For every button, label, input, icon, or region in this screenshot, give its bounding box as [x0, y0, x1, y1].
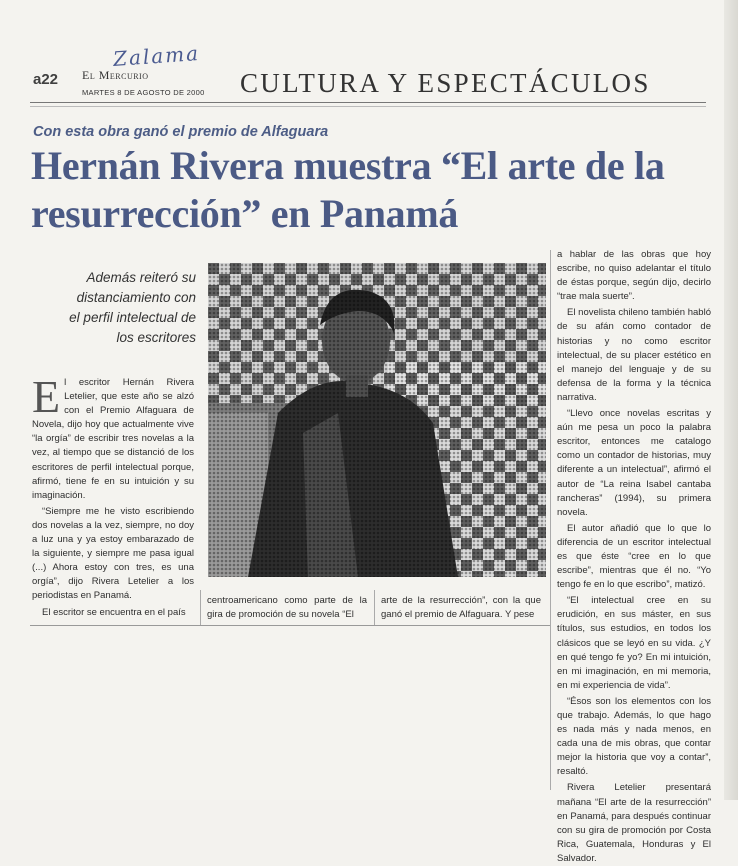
newspaper-name: El Mercurio	[82, 68, 149, 82]
header-rule	[30, 102, 706, 103]
column-rule	[550, 250, 551, 790]
page-number: a22	[33, 71, 59, 88]
deck-line: el perfil intelectual de	[69, 310, 196, 325]
paragraph: Rivera Letelier presentará mañana “El arte de la resurrección” en Panamá, para después continuar con su gira de promoción por Costa Rica, Guatemala, Honduras y El Salvador.	[557, 782, 711, 864]
paragraph: a hablar de las obras que hoy escribe, no quiso adelantar el título de éstas porque, según dijo, decirlo “trae mala suerte”.	[557, 249, 711, 303]
handwritten-note: Zalama	[112, 40, 201, 72]
article-column-2	[207, 594, 367, 624]
deck-line: Además reiteró su	[86, 270, 196, 285]
deck-line: los escritores	[116, 330, 196, 345]
paragraph: “El intelectual cree en su erudición, en sus máster, en sus títulos, sus estudios, en todos los clásicos que se leyó en su vida. ¿Y en qué tengo fe yo? En mi intuición, en mi imaginación, en mi memoria, en mi experiencia de vida”.	[557, 595, 711, 691]
paragraph: “Ésos son los elementos con los que trabajo. Además, lo que hago es nada más y nada menos, en cada una de mis obras, que contar mejor la historia que voy a contar”, resaltó.	[557, 695, 711, 778]
issue-date: MARTES 8 DE AGOSTO DE 2000	[82, 88, 205, 97]
column-rule	[200, 590, 201, 626]
author-photo-image	[208, 263, 546, 577]
article-column-4	[557, 248, 711, 864]
paragraph: centroamericano como parte de la gira de promoción de su novela “El	[207, 595, 367, 621]
scan-edge	[724, 0, 738, 800]
article-column-1	[32, 371, 194, 620]
paragraph: arte de la resurrección”, con la que ganó el premio de Alfaguara. Y pese	[381, 595, 541, 621]
article-column-3	[381, 594, 541, 624]
header-rule-secondary	[30, 106, 706, 107]
clipping-cut-line	[30, 625, 550, 626]
paragraph: El novelista chileno también habló de su afán como contador de historias y no como escritor intelectual, de su placer estético en el manejo del lenguaje y de su defensa de la forma y la técnica narrativa.	[557, 307, 711, 403]
article-kicker: Con esta obra ganó el premio de Alfaguara	[33, 124, 329, 140]
column-rule	[374, 590, 375, 626]
paragraph	[32, 371, 194, 503]
paragraph-text: l escritor Hernán Rivera Letelier, que este año se alzó con el Premio Alfaguara de Novela, dijo hoy que actualmente vive “la orgía” de escribir tres novelas a la vez, al tiempo que se distanció de los escritores de perfil intelectual porque, afirmó, tiene fe en su intuición y su imaginación.	[32, 377, 194, 501]
section-title: CULTURA Y ESPECTÁCULOS	[240, 68, 651, 98]
paragraph: El autor añadió que lo que lo diferencia de un escritor intelectual es que éste “cree en lo que escribe”, mientras que él no. “Yo tengo fe en lo que escribo”, matizó.	[557, 522, 711, 591]
author-photo	[208, 263, 546, 577]
paragraph: “Llevo once novelas escritas y aún me pesa un poco la palabra escritor, entonces me catalogo como un contador de historias, muy diferente a un intelectual”, afirmó el autor de “La reina Isabel cantaba rancheras” (1994), su primera novela.	[557, 408, 711, 518]
article-deck	[28, 268, 196, 348]
paragraph: El escritor se encuentra en el país	[42, 606, 186, 618]
article-headline: Hernán Rivera muestra “El arte de la resurrección” en Panamá	[31, 143, 665, 236]
drop-cap: E	[32, 371, 61, 422]
deck-line: distanciamiento con	[76, 290, 196, 305]
paragraph: “Siempre me he visto escribiendo dos novelas a la vez, siempre, no doy a luz una y ya estoy embarazado de la siguiente, y siempre me pasa igual (...) Ahora estoy con tres, es una orgía”, dijo Rivera Letelier a los periodistas en Panamá.	[32, 505, 194, 602]
